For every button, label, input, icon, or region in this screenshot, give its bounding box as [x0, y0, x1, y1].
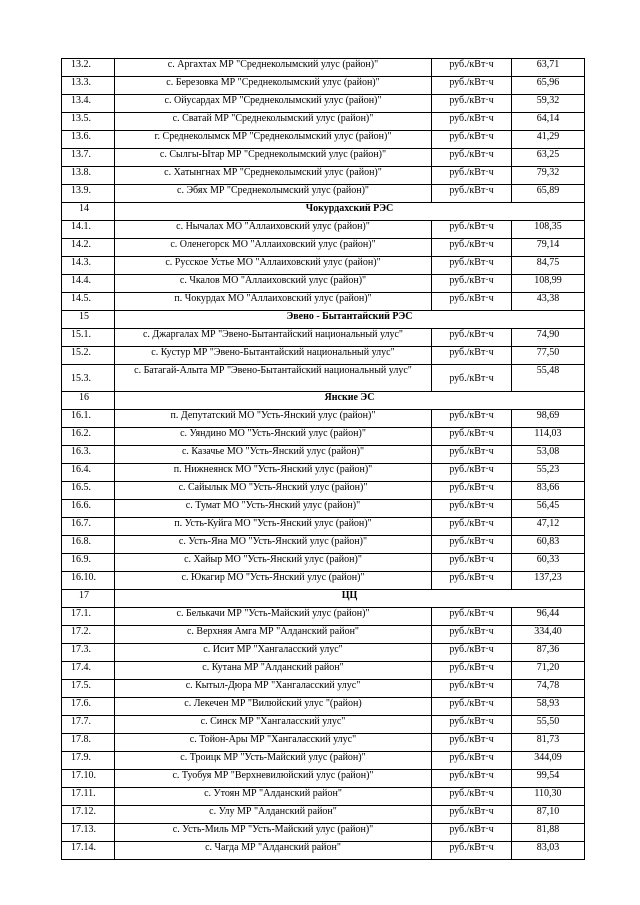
price-cell: 74,90	[512, 329, 585, 347]
settlement-name: с. Оленегорск МО "Аллаиховский улус (район)"	[115, 239, 432, 257]
settlement-name: с. Казачье МО "Усть-Янский улус (район)"	[115, 446, 432, 464]
row-number: 17.14.	[62, 842, 115, 860]
unit-cell: руб./кВт·ч	[432, 329, 512, 347]
settlement-name: с. Нычалах МО "Аллаиховский улус (район)"	[115, 221, 432, 239]
section-title: Эвено - Бытантайский РЭС	[115, 311, 585, 329]
unit-cell: руб./кВт·ч	[432, 257, 512, 275]
price-cell: 83,66	[512, 482, 585, 500]
unit-cell: руб./кВт·ч	[432, 347, 512, 365]
unit-cell: руб./кВт·ч	[432, 626, 512, 644]
price-cell: 87,36	[512, 644, 585, 662]
row-number: 13.7.	[62, 149, 115, 167]
price-cell: 99,54	[512, 770, 585, 788]
row-number: 17.10.	[62, 770, 115, 788]
settlement-name: с. Батагай-Алыта МР "Эвено-Бытантайский национальный улус"	[115, 365, 432, 392]
tariff-table	[61, 58, 585, 860]
unit-cell: руб./кВт·ч	[432, 482, 512, 500]
price-cell: 79,32	[512, 167, 585, 185]
settlement-name: с. Хатынгнах МР "Среднеколымский улус (район)"	[115, 167, 432, 185]
row-number: 17.4.	[62, 662, 115, 680]
settlement-name: с. Усть-Яна МО "Усть-Янский улус (район)"	[115, 536, 432, 554]
section-number: 15	[62, 311, 115, 329]
settlement-name: п. Чокурдах МО "Аллаиховский улус (район)"	[115, 293, 432, 311]
row-number: 16.5.	[62, 482, 115, 500]
price-cell: 137,23	[512, 572, 585, 590]
unit-cell: руб./кВт·ч	[432, 410, 512, 428]
row-number: 17.6.	[62, 698, 115, 716]
row-number: 17.12.	[62, 806, 115, 824]
table-row	[62, 167, 585, 185]
table-row	[62, 446, 585, 464]
unit-cell: руб./кВт·ч	[432, 365, 512, 392]
table-row	[62, 788, 585, 806]
table-row	[62, 842, 585, 860]
price-cell: 41,29	[512, 131, 585, 149]
row-number: 16.1.	[62, 410, 115, 428]
price-cell: 79,14	[512, 239, 585, 257]
row-number: 13.5.	[62, 113, 115, 131]
section-row	[62, 392, 585, 410]
table-row	[62, 428, 585, 446]
section-row	[62, 590, 585, 608]
settlement-name: с. Березовка МР "Среднеколымский улус (район)"	[115, 77, 432, 95]
unit-cell: руб./кВт·ч	[432, 554, 512, 572]
price-cell: 60,33	[512, 554, 585, 572]
settlement-name: с. Улу МР "Алданский район"	[115, 806, 432, 824]
table-row	[62, 626, 585, 644]
unit-cell: руб./кВт·ч	[432, 662, 512, 680]
section-number: 17	[62, 590, 115, 608]
row-number: 17.2.	[62, 626, 115, 644]
row-number: 14.5.	[62, 293, 115, 311]
unit-cell: руб./кВт·ч	[432, 716, 512, 734]
settlement-name: с. Аргахтах МР "Среднеколымский улус (район)"	[115, 59, 432, 77]
settlement-name: с. Утоян МР "Алданский район"	[115, 788, 432, 806]
row-number: 17.13.	[62, 824, 115, 842]
row-number: 16.2.	[62, 428, 115, 446]
section-title: Янские ЭС	[115, 392, 585, 410]
unit-cell: руб./кВт·ч	[432, 221, 512, 239]
unit-cell: руб./кВт·ч	[432, 842, 512, 860]
unit-cell: руб./кВт·ч	[432, 113, 512, 131]
row-number: 16.7.	[62, 518, 115, 536]
settlement-name: с. Верхняя Амга МР "Алданский район"	[115, 626, 432, 644]
row-number: 17.8.	[62, 734, 115, 752]
table-row	[62, 644, 585, 662]
row-number: 14.3.	[62, 257, 115, 275]
unit-cell: руб./кВт·ч	[432, 680, 512, 698]
unit-cell: руб./кВт·ч	[432, 95, 512, 113]
price-cell: 64,14	[512, 113, 585, 131]
table-row	[62, 716, 585, 734]
table-row	[62, 239, 585, 257]
section-row	[62, 203, 585, 221]
unit-cell: руб./кВт·ч	[432, 518, 512, 536]
unit-cell: руб./кВт·ч	[432, 428, 512, 446]
unit-cell: руб./кВт·ч	[432, 464, 512, 482]
settlement-name: с. Хайыр МО "Усть-Янский улус (район)"	[115, 554, 432, 572]
price-cell: 63,71	[512, 59, 585, 77]
unit-cell: руб./кВт·ч	[432, 167, 512, 185]
unit-cell: руб./кВт·ч	[432, 77, 512, 95]
settlement-name: с. Эбях МР "Среднеколымский улус (район)"	[115, 185, 432, 203]
price-cell: 58,93	[512, 698, 585, 716]
table-row	[62, 572, 585, 590]
section-number: 14	[62, 203, 115, 221]
settlement-name: с. Ойусардах МР "Среднеколымский улус (район)"	[115, 95, 432, 113]
price-cell: 53,08	[512, 446, 585, 464]
price-cell: 83,03	[512, 842, 585, 860]
table-row	[62, 95, 585, 113]
section-title: Чокурдахский РЭС	[115, 203, 585, 221]
unit-cell: руб./кВт·ч	[432, 500, 512, 518]
table-row	[62, 347, 585, 365]
row-number: 17.5.	[62, 680, 115, 698]
row-number: 15.2.	[62, 347, 115, 365]
row-number: 14.2.	[62, 239, 115, 257]
unit-cell: руб./кВт·ч	[432, 752, 512, 770]
row-number: 16.9.	[62, 554, 115, 572]
settlement-name: с. Чагда МР "Алданский район"	[115, 842, 432, 860]
row-number: 13.9.	[62, 185, 115, 203]
table-row	[62, 554, 585, 572]
row-number: 17.1.	[62, 608, 115, 626]
settlement-name: с. Русское Устье МО "Аллаиховский улус (район)"	[115, 257, 432, 275]
settlement-name: с. Тумат МО "Усть-Янский улус (район)"	[115, 500, 432, 518]
settlement-name: с. Уяндино МО "Усть-Янский улус (район)"	[115, 428, 432, 446]
row-number: 16.3.	[62, 446, 115, 464]
table-row	[62, 464, 585, 482]
unit-cell: руб./кВт·ч	[432, 446, 512, 464]
row-number: 13.3.	[62, 77, 115, 95]
section-number: 16	[62, 392, 115, 410]
price-cell: 344,09	[512, 752, 585, 770]
unit-cell: руб./кВт·ч	[432, 608, 512, 626]
price-cell: 65,89	[512, 185, 585, 203]
table-row	[62, 680, 585, 698]
section-row	[62, 311, 585, 329]
table-row	[62, 536, 585, 554]
table-row	[62, 365, 585, 392]
price-cell: 108,99	[512, 275, 585, 293]
price-cell: 71,20	[512, 662, 585, 680]
row-number: 16.6.	[62, 500, 115, 518]
table-row	[62, 770, 585, 788]
settlement-name: с. Джаргалах МР "Эвено-Бытантайский национальный улус"	[115, 329, 432, 347]
price-cell: 60,83	[512, 536, 585, 554]
row-number: 17.7.	[62, 716, 115, 734]
price-cell: 56,45	[512, 500, 585, 518]
table-row	[62, 410, 585, 428]
price-cell: 43,38	[512, 293, 585, 311]
row-number: 13.2.	[62, 59, 115, 77]
settlement-name: с. Туобуя МР "Верхневилюйский улус (район)"	[115, 770, 432, 788]
settlement-name: с. Синск МР "Хангаласский улус"	[115, 716, 432, 734]
settlement-name: с. Тойон-Ары МР "Хангаласский улус"	[115, 734, 432, 752]
row-number: 16.4.	[62, 464, 115, 482]
settlement-name: с. Юкагир МО "Усть-Янский улус (район)"	[115, 572, 432, 590]
price-cell: 114,03	[512, 428, 585, 446]
price-cell: 334,40	[512, 626, 585, 644]
unit-cell: руб./кВт·ч	[432, 734, 512, 752]
table-row	[62, 752, 585, 770]
settlement-name: с. Троицк МР "Усть-Майский улус (район)"	[115, 752, 432, 770]
price-cell: 81,73	[512, 734, 585, 752]
table-row	[62, 698, 585, 716]
table-row	[62, 734, 585, 752]
settlement-name: с. Лекечен МР "Вилюйский улус "(район)	[115, 698, 432, 716]
unit-cell: руб./кВт·ч	[432, 293, 512, 311]
settlement-name: с. Сватай МР "Среднеколымский улус (район)"	[115, 113, 432, 131]
row-number: 16.8.	[62, 536, 115, 554]
row-number: 15.3.	[62, 365, 115, 392]
price-cell: 81,88	[512, 824, 585, 842]
row-number: 15.1.	[62, 329, 115, 347]
settlement-name: с. Сайылык МО "Усть-Янский улус (район)"	[115, 482, 432, 500]
settlement-name: п. Усть-Куйга МО "Усть-Янский улус (район)"	[115, 518, 432, 536]
table-row	[62, 662, 585, 680]
price-cell: 108,35	[512, 221, 585, 239]
row-number: 14.1.	[62, 221, 115, 239]
settlement-name: с. Сылгы-Ытар МР "Среднеколымский улус (район)"	[115, 149, 432, 167]
unit-cell: руб./кВт·ч	[432, 239, 512, 257]
row-number: 17.9.	[62, 752, 115, 770]
table-row	[62, 131, 585, 149]
table-row	[62, 221, 585, 239]
price-cell: 55,23	[512, 464, 585, 482]
table-row	[62, 77, 585, 95]
table-row	[62, 329, 585, 347]
unit-cell: руб./кВт·ч	[432, 698, 512, 716]
table-row	[62, 275, 585, 293]
row-number: 16.10.	[62, 572, 115, 590]
table-row	[62, 500, 585, 518]
table-row	[62, 518, 585, 536]
settlement-name: п. Нижнеянск МО "Усть-Янский улус (район)"	[115, 464, 432, 482]
unit-cell: руб./кВт·ч	[432, 770, 512, 788]
price-cell: 110,30	[512, 788, 585, 806]
unit-cell: руб./кВт·ч	[432, 644, 512, 662]
settlement-name: с. Белькачи МР "Усть-Майский улус (район)"	[115, 608, 432, 626]
price-cell: 63,25	[512, 149, 585, 167]
table-row	[62, 113, 585, 131]
table-row	[62, 293, 585, 311]
settlement-name: г. Среднеколымск МР "Среднеколымский улус (район)"	[115, 131, 432, 149]
price-cell: 47,12	[512, 518, 585, 536]
row-number: 13.8.	[62, 167, 115, 185]
tariff-table-body	[62, 59, 585, 860]
unit-cell: руб./кВт·ч	[432, 536, 512, 554]
settlement-name: с. Усть-Миль МР "Усть-Майский улус (район)"	[115, 824, 432, 842]
table-row	[62, 185, 585, 203]
table-row	[62, 149, 585, 167]
unit-cell: руб./кВт·ч	[432, 806, 512, 824]
section-title: ЦЦ	[115, 590, 585, 608]
price-cell: 65,96	[512, 77, 585, 95]
price-cell: 98,69	[512, 410, 585, 428]
settlement-name: с. Кытыл-Дюра МР "Хангаласский улус"	[115, 680, 432, 698]
settlement-name: с. Кустур МР "Эвено-Бытантайский национальный улус"	[115, 347, 432, 365]
row-number: 14.4.	[62, 275, 115, 293]
price-cell: 96,44	[512, 608, 585, 626]
unit-cell: руб./кВт·ч	[432, 59, 512, 77]
unit-cell: руб./кВт·ч	[432, 131, 512, 149]
price-cell: 59,32	[512, 95, 585, 113]
settlement-name: п. Депутатский МО "Усть-Янский улус (район)"	[115, 410, 432, 428]
table-row	[62, 482, 585, 500]
unit-cell: руб./кВт·ч	[432, 824, 512, 842]
table-row	[62, 824, 585, 842]
row-number: 17.11.	[62, 788, 115, 806]
unit-cell: руб./кВт·ч	[432, 572, 512, 590]
table-row	[62, 608, 585, 626]
settlement-name: с. Чкалов МО "Аллаиховский улус (район)"	[115, 275, 432, 293]
settlement-name: с. Исит МР "Хангаласский улус"	[115, 644, 432, 662]
row-number: 13.4.	[62, 95, 115, 113]
price-cell: 55,48	[512, 365, 585, 392]
unit-cell: руб./кВт·ч	[432, 185, 512, 203]
unit-cell: руб./кВт·ч	[432, 788, 512, 806]
settlement-name: с. Кутана МР "Алданский район"	[115, 662, 432, 680]
unit-cell: руб./кВт·ч	[432, 149, 512, 167]
price-cell: 74,78	[512, 680, 585, 698]
table-row	[62, 257, 585, 275]
price-cell: 77,50	[512, 347, 585, 365]
row-number: 17.3.	[62, 644, 115, 662]
table-row	[62, 59, 585, 77]
price-cell: 55,50	[512, 716, 585, 734]
row-number: 13.6.	[62, 131, 115, 149]
price-cell: 84,75	[512, 257, 585, 275]
unit-cell: руб./кВт·ч	[432, 275, 512, 293]
price-cell: 87,10	[512, 806, 585, 824]
table-row	[62, 806, 585, 824]
